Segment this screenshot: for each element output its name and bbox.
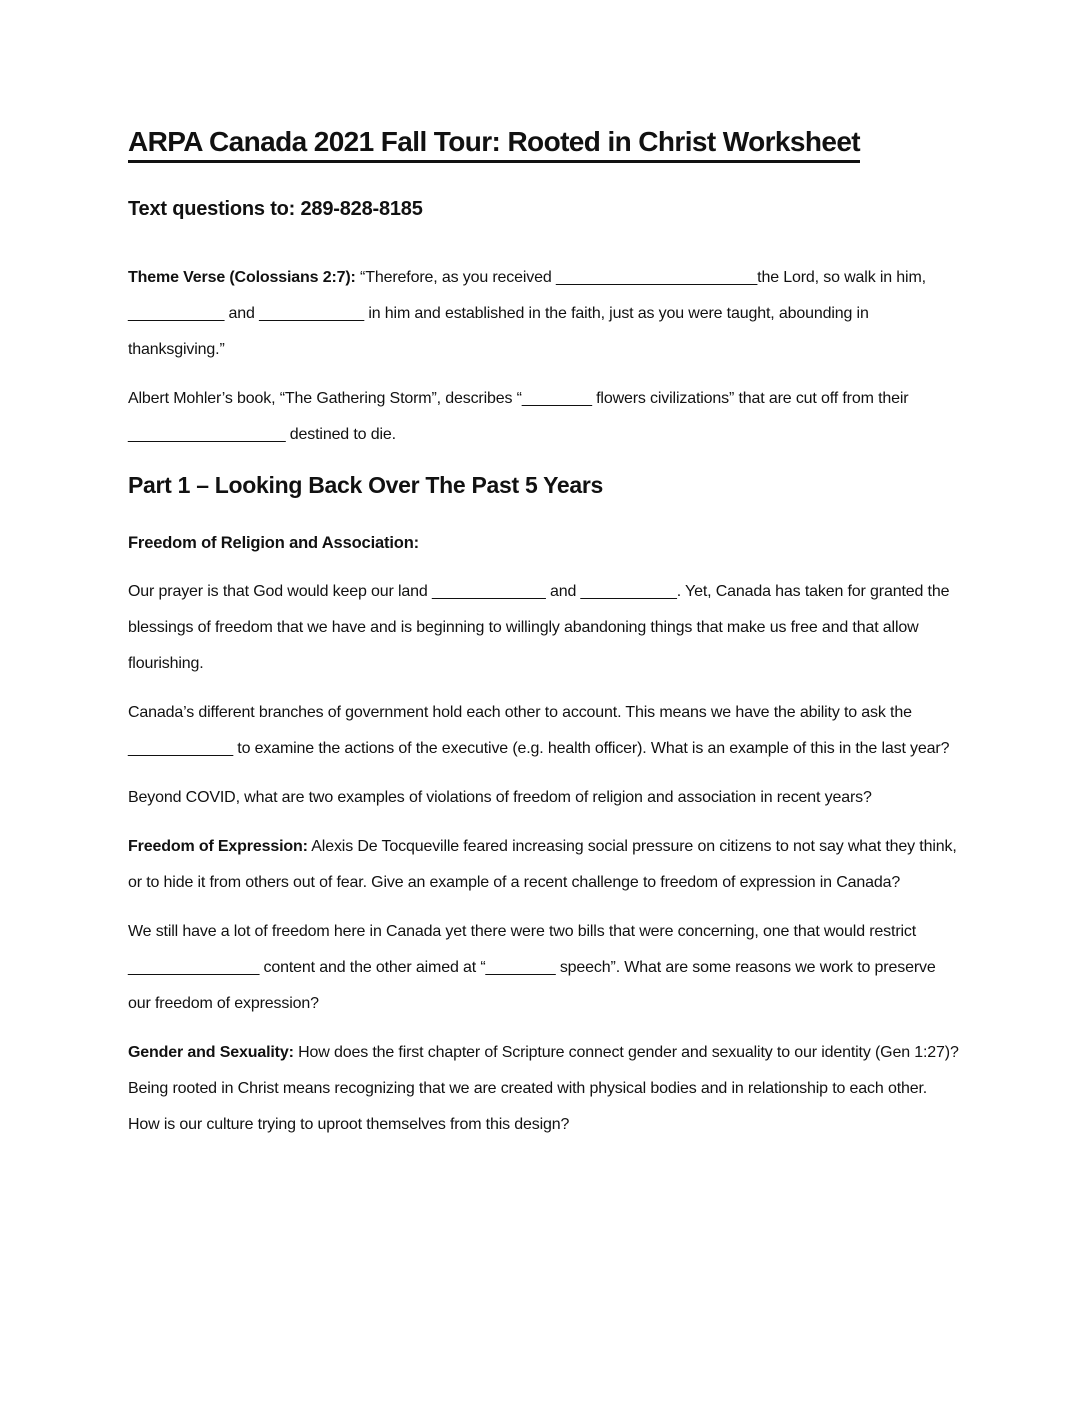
contact-line: Text questions to: 289-828-8185 (128, 198, 423, 220)
paragraph-two-bills: We still have a lot of freedom here in Canada yet there were two bills that were concerning, one that would restrict _______________ content and the other aimed at “________ speech”. What are some reasons we work to preserve our freedom of expression? (128, 923, 936, 1012)
paragraph-mohler-book: Albert Mohler’s book, “The Gathering Storm”, describes “________ flowers civilizations” that are cut off from their __________________ destined to die. (128, 390, 909, 443)
paragraph-theme-verse (128, 260, 960, 368)
freedom-expression-text: Alexis De Tocqueville feared increasing social pressure on citizens to not say what they think, or to hide it from others out of fear. Give an example of a recent challenge to freedom of expression in Canada? (128, 838, 957, 891)
freedom-religion-heading: Freedom of Religion and Association: (128, 534, 420, 552)
paragraph-gender-sexuality (128, 1035, 960, 1143)
theme-verse-text: “Therefore, as you received _______________________the Lord, so walk in him, ___________ and ____________ in him and established in the faith, just as you were taught, abounding in thanksgiving.” (128, 269, 926, 358)
paragraph-branches-of-government: Canada’s different branches of government hold each other to account. This means we have the ability to ask the ____________ to examine the actions of the executive (e.g. health officer). What is an example of this in the last year? (128, 704, 950, 757)
paragraph-beyond-covid: Beyond COVID, what are two examples of violations of freedom of religion and association in recent years? (128, 789, 872, 806)
document-title (128, 124, 960, 160)
part1-heading: Part 1 – Looking Back Over The Past 5 Years (128, 472, 604, 498)
paragraph-prayer: Our prayer is that God would keep our land _____________ and ___________. Yet, Canada has taken for granted the blessings of freedom that we have and is beginning to willingly abandoning things that make us free and that allow flourishing. (128, 583, 950, 672)
paragraph-freedom-expression (128, 829, 960, 901)
theme-verse-label: Theme Verse (Colossians 2:7): (128, 269, 356, 286)
freedom-expression-label: Freedom of Expression: (128, 838, 308, 855)
document-title-text: ARPA Canada 2021 Fall Tour: Rooted in Christ Worksheet (128, 126, 860, 163)
gender-sexuality-label: Gender and Sexuality: (128, 1044, 294, 1061)
gender-sexuality-text: How does the first chapter of Scripture connect gender and sexuality to our identity (Gen 1:27)? Being rooted in Christ means recognizing that we are created with physical bodies and in relationship to each other. How is our culture trying to uproot themselves from this design? (128, 1044, 959, 1133)
